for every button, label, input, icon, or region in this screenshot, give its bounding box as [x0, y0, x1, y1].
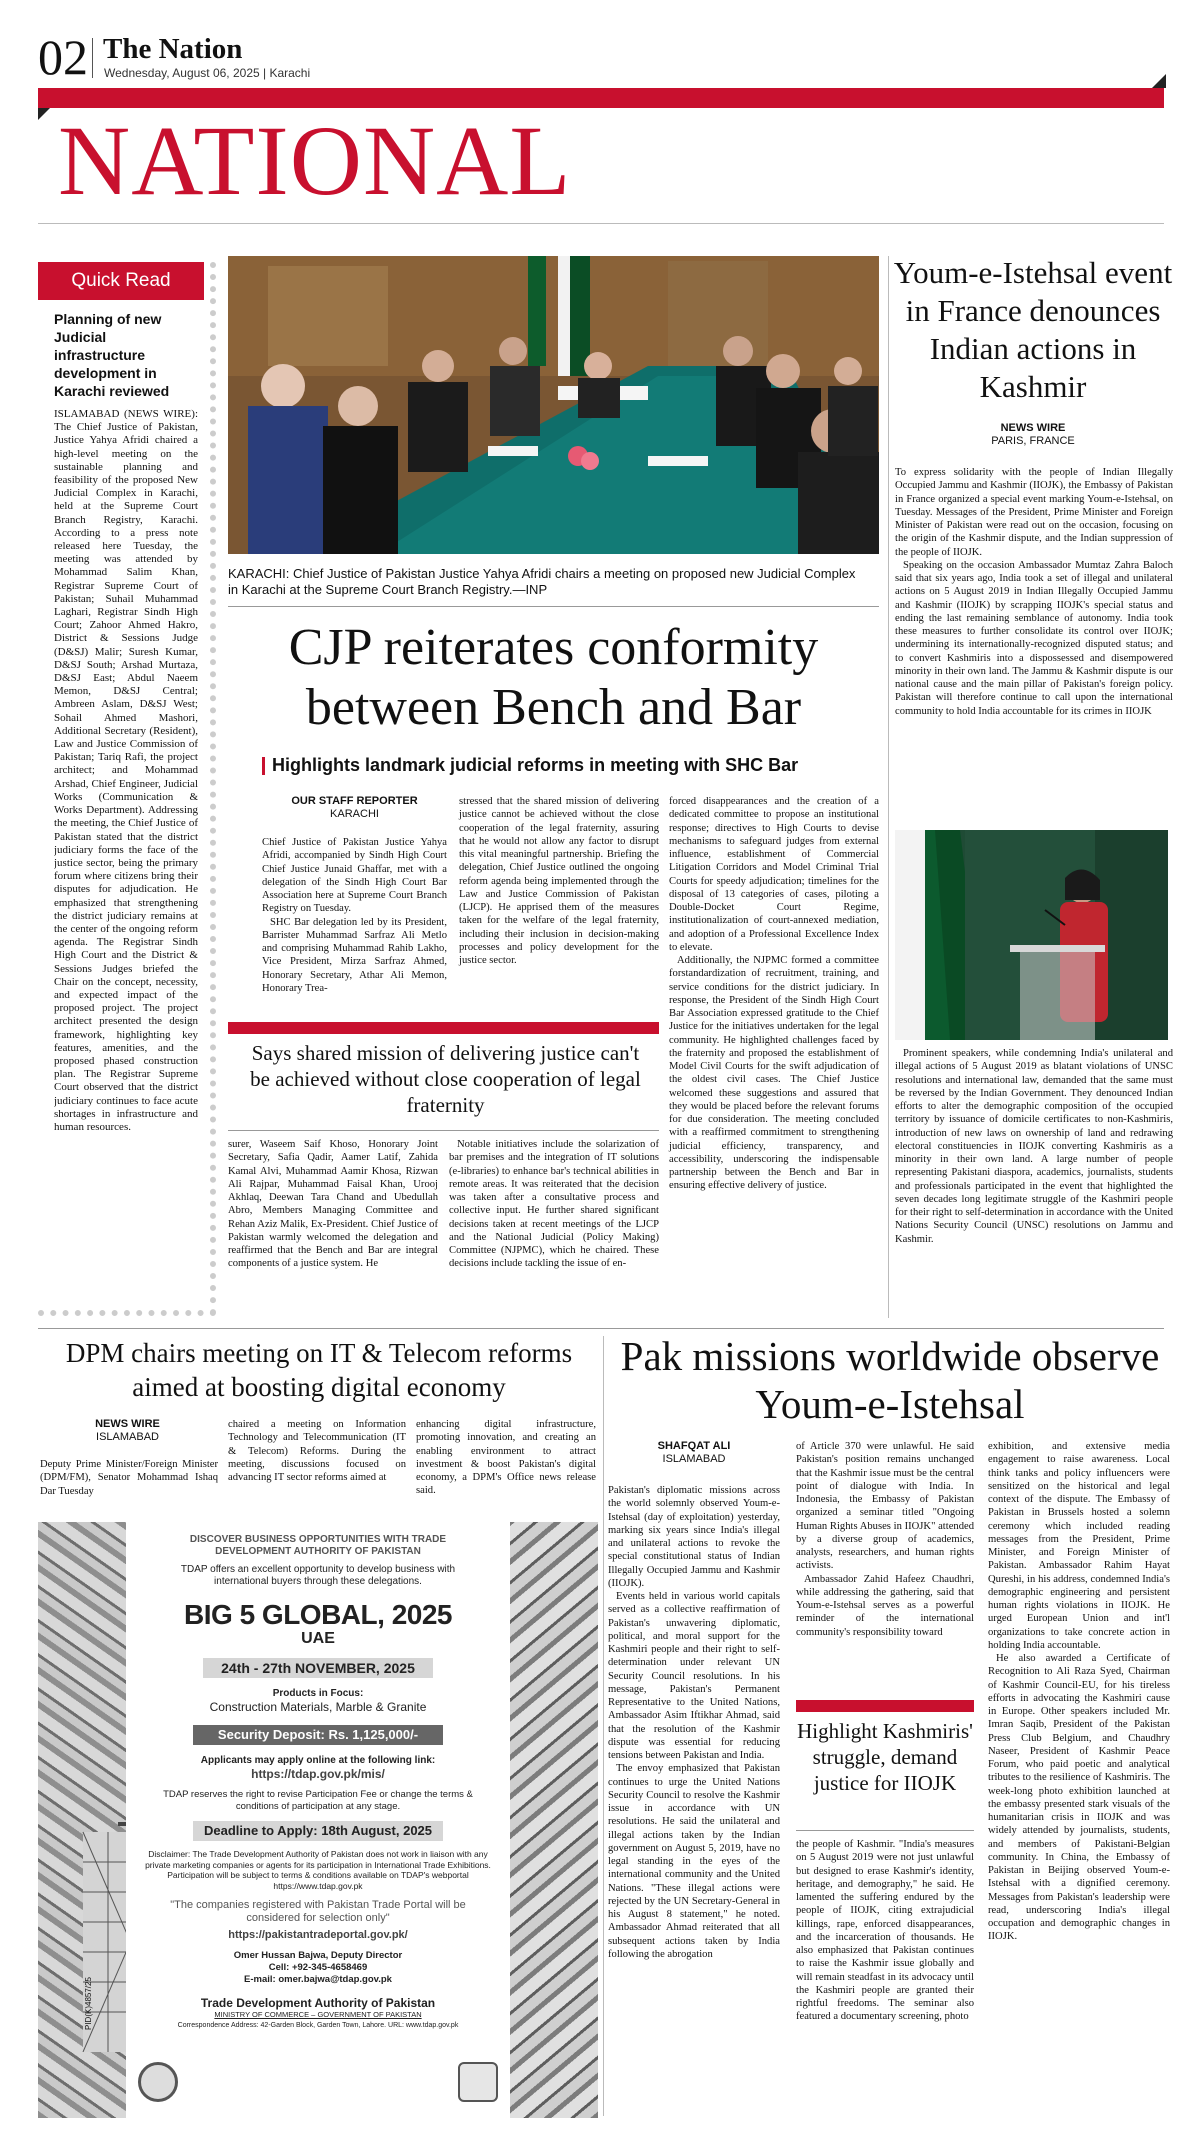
missions-col1: Pakistan's diplomatic missions across the world solemnly observed Youm-e-Istehsal (day of exploitation) yesterday, marking six years since India's illegal and unilateral actions to revoke the special constitutional status of Indian Illegally Occupied Jammu and Kashmir (IIOJK). Events held in various world capitals served as a collective reaffirmation of Pakistan's unwavering diplomatic, political, and moral support for the Kashmiri people and their right to self-determination under relevant UN Security Council resolutions. In his message, Pakistan's Permanent Representative to the United Nations, Ambassador Asim Iftikhar Ahmad, said that the resolution of the Kashmir dispute was essential for reducing tensions between Pakistan and India. The envoy emphasized that Pakistan continues to urge the United Nations Security Council to resolve the Kashmir issue in accordance with UN resolutions. He said the unilateral and illegal actions taken by the Indian government on August 5, 2019, have no legal standing in the eyes of the international community and the United Nations. "These illegal actions were rejected by the UN Secretary-General in his August 8 statement," he noted. Ambassador Ahmad reiterated that all subsequent actions taken by India following the abrogation: [608, 1485, 780, 1960]
quick-read-tag: Quick Read: [38, 262, 204, 300]
ad-top-line: DISCOVER BUSINESS OPPORTUNITIES WITH TRADE DEVELOPMENT AUTHORITY OF PAKISTAN: [189, 1534, 447, 1557]
ad-content-panel: [126, 1522, 510, 2118]
cjp-photo: [228, 256, 879, 554]
missions-col3: exhibition, and extensive media engagement to raise awareness. Local think tanks and policy influencers were sensitized on the historical and legal context of the dispute. The Embassy of Pakistan in Brussels hosted a solemn ceremony which included reading messages from the President, Prime Minister, and Foreign Minister of Pakistan. Ambassador Rahim Hayat Qureshi, in his address, condemned India's demographic engineering and persistent human rights violations in IIOJK. He urged European Union and int'l organizations to take concrete action in holding India accountable. He also awarded a Certificate of Recognition to Ali Raza Syed, Chairman of Kashmir Council-EU, for his tireless efforts in advocating the Kashmiri cause in Europe. Other speakers included Mr. Imran Saqib, President of the Pakistan Press Club Belgium, and Chaudhry Naseer, President of Kashmir Peace Forum, who paid poetic and analytical tributes to the resilience of Kashmiris. The week-long photo exhibition launched at the embassy presented stark visuals of the humanitarian crisis in IIOJK and was widely attended by journalists, students, and members of Pakistani-Belgian community. In China, the Embassy of Pakistan in Beijing observed Youm-e-Istehsal with a dignified ceremony. Messages from Pakistan's leadership were read, underscoring India's illegal occupation and demographic changes in IIOJK.: [988, 1441, 1170, 1943]
ad-country: UAE: [301, 1630, 335, 1647]
tdap-logo: [138, 2062, 178, 2102]
missions-pull-quote: Highlight Kashmiris' struggle, demand justice for IIOJK: [797, 1719, 973, 1795]
cjp-col2: stressed that the shared mission of delivering justice cannot be achieved without the close cooperation of the legal fraternity, assuring that he would not allow any factor to disrupt this vital meaningful partnership. Briefing the delegation, Chief Justice outlined the ongoing reform agenda being implemented through the Law and Justice Commission of Pakistan (LJCP). He apprised them of the measures taken for the welfare of the legal fraternity, including their inclusion in decision-making processes and policy development for the justice sector.: [459, 796, 659, 966]
banner-left-tab: [38, 108, 50, 120]
section-rule: [38, 223, 1164, 224]
missions-byline: SHAFQAT ALI ISLAMABAD: [657, 1440, 731, 1465]
dpm-col3: enhancing digital infrastructure, promoting innovation, and creating an enabling environment to attract investment & boost Pakistan's digital economy, a DPM's Office news release said.: [416, 1419, 596, 1497]
cjp-pullquote-rule: [228, 1130, 659, 1131]
cjp-col1: Chief Justice of Pakistan Justice Yahya Afridi, accompanied by Sindh High Court Chief Justice Junaid Ghaffar, met with a delegation of the Sindh High Court Bar Association here at Supreme Court Branch Registry on Tuesday. SHC Bar delegation led by its President, Barrister Muhammad Sarfraz Ali Metlo and comprising Muhammad Rahib Lakho, Vice President, Mirza Sarfraz Ahmed, Honorary Secretary, Athar Ali Memon, Honorary Trea-: [262, 837, 447, 994]
ad-quote: "The companies registered with Pakistan Trade Portal will be considered for selection only": [170, 1899, 466, 1924]
dpm-col2: chaired a meeting on Information Technology and Telecommunication (IT & Telecom) Reforms. During the meeting, discussions focused on advancing IT sector reforms aimed at: [228, 1419, 406, 1483]
quick-read-body: ISLAMABAD (NEWS WIRE): The Chief Justice of Pakistan, Justice Yahya Afridi chaired a high-level meeting on the sustainable planning and feasibility of the proposed New Judicial Complex in Karachi, held at the Supreme Court Branch Registry, Karachi. According to a press note released here Tuesday, the meeting was attended by Mohammad Salim Khan, Registrar Supreme Court of Pakistan; Suhail Muhammad Laghari, Registrar Sindh High Court; Zahoor Ahmed Hakro, District & Sessions Judge (D&SJ) Malir; Suresh Kumar, D&SJ South; Arshad Murtaza, D&SJ East; Abdul Naeem Memon, D&SJ Central; Ambreen Aslam, D&SJ West; Sohail Ahmed Mashori, Additional Secretary (Resident), Law and Justice Commission of Pakistan; Tariq Rafi, the project architect; and Mohammad Arshad, Chief Engineer, Judicial Works (Communication & Works Department). Addressing the meeting, the Chief Justice of Pakistan stated that the district judiciary forms the face of the justice sector, being the primary forum where citizens bring their disputes for adjudication. He emphasized that strengthening the district judiciary remains at the center of the ongoing reform agenda. The Registrar Sindh High Court and the District & Sessions Judges briefed the Chair on the concept, necessity, and expected impact of the proposed project. The project architect presented the design framework, highlighting key features, amenities, and the proposed phased construction plan. The Registrar Supreme Court observed that the district judiciary continues to face acute shortages in infrastructure and human resources.: [54, 408, 198, 1133]
fold-rule: [38, 1328, 1164, 1329]
ad-marble-right: [510, 1522, 598, 2118]
cjp-photo-illustration: [228, 256, 879, 554]
quick-read-headline: Planning of new Judicial infrastructure development in Karachi reviewed: [54, 311, 170, 399]
france-body-top: To express solidarity with the people of Indian Illegally Occupied Jammu and Kashmir (IIOJK), the Embassy of Pakistan in France organized a special event marking Youm-e-Istehsal, on Tuesday. Messages of the President, Prime Minister and Foreign Minister of Pakistan were read out on the occasion, focusing on the origin of the Kashmir dispute, and the Indian suppression of the people of IIOJK. Speaking on the occasion Ambassador Mumtaz Zahra Baloch said that six years ago, India took a set of illegal and unilateral actions on 5 August 2019 in Indian Illegally Occupied Jammu and Kashmir (IIOJK) by scrapping IIOJK's special status and ending the last remaining semblance of autonomy. India took these measures to further consolidate its control over IIOJK; undermining its internationally-recognized disputed status; and to convert Kashmiris into a dispossessed and disempowered minority in their own land. The Jammu & Kashmir dispute is our national cause and the main pillar of Pakistan's foreign policy. Pakistan will therefore continue to call upon the international community to hold India accountable for its crimes in IIOJK: [895, 467, 1173, 717]
cjp-pull-quote: Says shared mission of delivering justice can't be achieved without close cooperation of legal fraternity: [250, 1041, 641, 1117]
ad-portal-link[interactable]: https://pakistantradeportal.gov.pk/: [228, 1929, 408, 1941]
france-headline: Youm-e-Istehsal event in France denounces Indian actions in Kashmir: [893, 255, 1173, 404]
cjp-caption-rule: [228, 606, 879, 607]
ad-contact-name: Omer Hussan Bajwa, Deputy Director: [233, 1950, 403, 1961]
ad-disclaimer: Disclaimer: The Trade Development Authority of Pakistan does not work in liaison with any private marketing companies or agents for its participation in International Trade Exhibitions. Participation will be subject to terms & conditions available on TDAP's webportal https://www.tdap.gov.pk: [145, 1849, 491, 1891]
ad-org-name: Trade Development Authority of Pakistan: [200, 1996, 436, 2010]
banner-right-tab: [1152, 74, 1166, 88]
france-photo-illustration: [895, 830, 1168, 1040]
cjp-subheadline: Highlights landmark judicial reforms in meeting with SHC Bar: [272, 755, 799, 775]
cjp-photo-caption: KARACHI: Chief Justice of Pakistan Justice Yahya Afridi chairs a meeting on proposed new Judicial Complex in Karachi at the Supreme Court Branch Registry.—INP: [228, 566, 856, 597]
tdap-advertisement: [38, 1522, 598, 2118]
ad-deposit: Security Deposit: Rs. 1,125,000/-: [193, 1725, 443, 1745]
section-title: NATIONAL: [58, 105, 572, 216]
ad-contact-cell: Cell: +92-345-4658469: [268, 1962, 368, 1973]
cjp-subhead-bar: [262, 757, 265, 775]
ad-products-label: Products in Focus:: [272, 1688, 364, 1699]
cjp-col3: forced disappearances and the creation of a dedicated committee to propose an institutional response; directives to High Courts to devise mechanisms to safeguard judges from external influence, establishment of Commercial Litigation Corridors and Model Criminal Trial Courts for speedy adjudication; timelines for the disposal of 13 categories of cases, piloting a Double-Docket Court Regime, institutionalization of court-annexed mediation, and adoption of a Professional Excellence Index to elevate. Additionally, the NJPMC formed a committee forstandardization of recruitment, training, and service conditions for the district judiciary. In response, the President of the Sindh High Court Bar Association expressed gratitude to the Chief Justice for the initiatives undertaken for the legal community. He highlighted challenges faced by the fraternity and proposed the establishment of Model Civil Courts for the swift adjudication of the oldest civil cases. The Chief Justice welcomed these suggestions and assured that they would be placed before the relevant forums for due consideration. The meeting concluded with a reaffirmed commitment to strengthening judicial efficiency, transparency, and accessibility, underscoring the indispensable partnership between the Bench and Bar in ensuring effective delivery of justice.: [669, 796, 879, 1192]
ad-ministry: MINISTRY OF COMMERCE – GOVERNMENT OF PAKISTAN: [214, 2010, 422, 2019]
dateline: Wednesday, August 06, 2025 | Karachi: [104, 66, 311, 80]
missions-col2-top: of Article 370 were unlawful. He said Pakistan's position remains unchanged that the Kashmir issue must be the central point of dialogue with India. In Indonesia, the Embassy of Pakistan organized a seminar titled "Ongoing Human Rights Abuses in IIOJK" attended by a diverse group of academics, analysts, researchers, and human rights activists. Ambassador Zahid Hafeez Chaudhri, while addressing the gathering, said that Youm-e-Istehsal serves as a powerful reminder of the international community's responsibility toward: [796, 1441, 974, 1638]
ad-deadline: Deadline to Apply: 18th August, 2025: [193, 1821, 443, 1841]
masthead-divider: [92, 38, 93, 78]
column-divider: [888, 256, 889, 1318]
cjp-pullquote-bar: [228, 1022, 659, 1034]
cjp-byline: OUR STAFF REPORTER KARACHI: [291, 795, 418, 820]
missions-col2-bottom: the people of Kashmir. "India's measures on 5 August 2019 were not just unlawful but designed to erase Kashmir's identity, heritage, and demography," he said. He lamented the suffering endured by the people of IIOJK, citing extrajudicial killings, rape, enforced disappearances, and the incarceration of thousands. He also emphasized that Pakistan continues to raise the Kashmir issue globally and will remain steadfast in its advocacy until the Kashmiri people are granted their rightful freedoms. The seminar also featured a documentary screening, photo: [796, 1839, 974, 2023]
missions-pullquote-rule: [796, 1830, 974, 1831]
quick-read-box: [38, 262, 216, 1316]
dpm-byline: NEWS WIRE ISLAMABAD: [95, 1418, 160, 1443]
cjp-lower-col2: Notable initiatives include the solarization of bar premises and the integration of IT solutions (e-libraries) to enhance bar's technical abilities in remote areas. It was reiterated that the decision was taken after a consultative process and collective input. He further shared significant decisions taken at recent meetings of the LJCP and the National Judicial (Policy Making) Committee (NJPMC), which he chaired. These decisions include tackling the issue of en-: [449, 1139, 659, 1270]
ad-dates: 24th - 27th NOVEMBER, 2025: [203, 1658, 433, 1678]
paper-name: The Nation: [103, 33, 243, 65]
govt-emblem: [458, 2062, 498, 2102]
ad-intro: TDAP offers an excellent opportunity to develop business with international buyers through these delegations.: [180, 1564, 456, 1587]
ad-pid: PID(K)4857/25: [84, 1977, 93, 2030]
france-byline: NEWS WIRE PARIS, FRANCE: [991, 422, 1075, 447]
ad-reserve-note: TDAP reserves the right to revise Participation Fee or change the terms & conditions of participation at any stage.: [163, 1789, 473, 1812]
dpm-col1: Deputy Prime Minister/Foreign Minister (DPM/FM), Senator Mohammad Ishaq Dar Tuesday: [40, 1459, 218, 1497]
ad-contact-email: E-mail: omer.bajwa@tdap.gov.pk: [244, 1974, 392, 1985]
cjp-lower-col1: surer, Waseem Saif Khoso, Honorary Joint Secretary, Safia Qadir, Aamer Latif, Zahida Kamal Alvi, Muhammad Aamir Khosa, Rizwan Ali Rajpar, Muhammad Faisal Khan, Urooj Akhlaq, Deewan Tara Chand and Ubedullah Abro, Members Managing Committee and Rehan Aziz Malik, Ex-President. Chief Justice of Pakistan warmly welcomed the delegation and reaffirmed that the Bench and Bar are integral components of a justice system. He: [228, 1139, 438, 1270]
ad-apply-link[interactable]: https://tdap.gov.pk/mis/: [251, 1767, 385, 1781]
page-number: 02: [38, 29, 88, 85]
ad-event: BIG 5 GLOBAL, 2025: [184, 1599, 452, 1630]
missions-headline: Pak missions worldwide observe Youm-e-Istehsal: [620, 1333, 1160, 1427]
lower-column-divider: [603, 1336, 604, 2116]
cjp-headline: CJP reiterates conformity between Bench and Bar: [288, 619, 819, 736]
ad-apply-line: Applicants may apply online at the following link:: [200, 1755, 436, 1766]
france-photo: [895, 830, 1168, 1040]
dpm-headline: DPM chairs meeting on IT & Telecom reforms aimed at boosting digital economy: [65, 1338, 573, 1402]
ad-address: Correspondence Address: 42-Garden Block, Garden Town, Lahore. URL: www.tdap.gov.pk: [177, 2022, 459, 2029]
missions-pullquote-bar: [796, 1700, 974, 1712]
ad-products: Construction Materials, Marble & Granite: [209, 1700, 427, 1714]
france-body-bottom: Prominent speakers, while condemning India's unilateral and illegal actions of 5 August 2019 as blatant violations of UNSC resolutions and international law, demanded that the same must be reversed by the Indian Government. They denounced Indian efforts to alter the demographic composition of the occupied territory by issuance of domicile certificates to non-Kashmiris, introduction of new laws on ownership of land and redrawing electoral constituencies in IIOJK converting Kashmiris as a minority in their own land. A large number of people representing Pakistani diaspora, academics, journalists, students and professionals participated in the event that highlighted the seven decades long legitimate struggle of the Kashmiri people for their right to self-determination in accordance with the United Nations Security Council (UNSC) resolutions on Jammu and Kashmir.: [895, 1048, 1173, 1245]
